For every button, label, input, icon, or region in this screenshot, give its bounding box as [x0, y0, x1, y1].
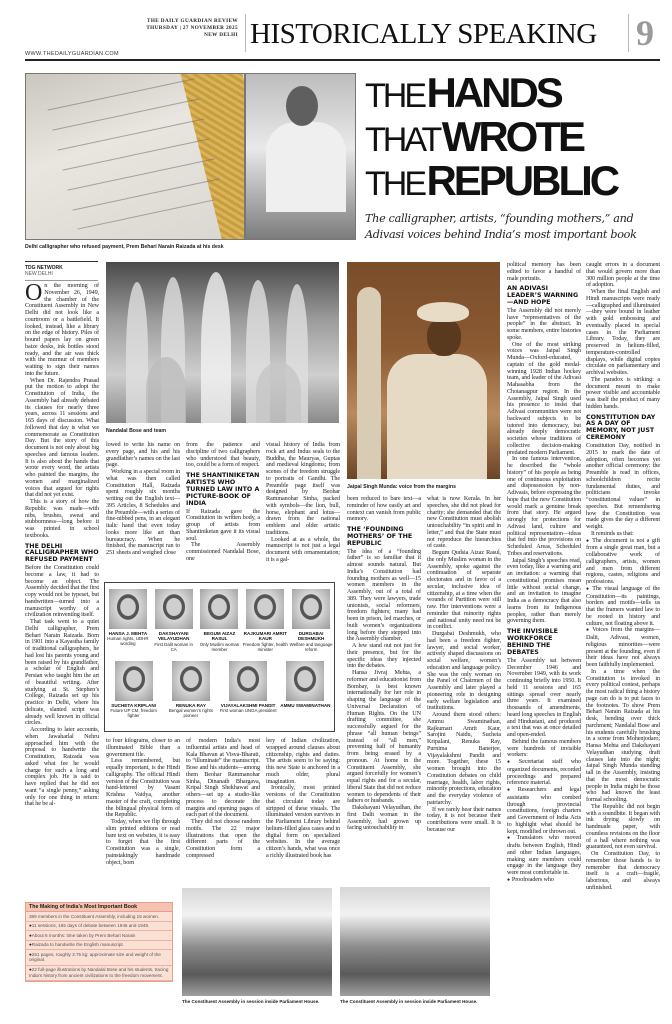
issue-date: THURSDAY | 27 NOVEMBER 2025: [146, 25, 238, 31]
portrait-name: RENUKA RAY: [175, 703, 206, 708]
portrait-description: Only Muslim woman member: [199, 641, 240, 652]
jaipal-singh-photo: [347, 262, 500, 479]
paragraph: Looked at as a whole, the manuscript is not just a legal document with ornamentation; it is a gal-: [266, 535, 340, 563]
paragraph: of modern India’s most influential artists and head of Kala Bhavan at Visva-Bharati, to “illuminate” the manuscript. Bose and his students—among them Beohar Rammanohar Sinha, Dinanath Bhargava, Kripal Singh Shekhawat and others—set up a studio-like process to decorate the margins and opening pages of each part of the document.: [186, 737, 260, 819]
masthead-dateline: [110, 18, 238, 39]
paragraph: Begum Qudsia Aizaz Rasul, the only Muslim woman in the Assembly, spoke against the continuation of separate electorates and in favor of a secular, inclusive idea of citizenship, at a time when the wounds of Partition were still raw. Her interventions were a reminder that minority rights and national unity need not be in conflict.: [427, 549, 501, 631]
bullet-item: ● The document is not a gift from a single great man, but a collaborative work of calligraphers, artists, women and men from different regions, castes, religions and professions.: [586, 538, 660, 586]
lead-paragraph: On the morning of November 26, 1949, the chamber of the Constituent Assembly in New Delhi did not look like a courtroom or a battlefield. It looked, instead, like a library on the edge of history. Piles of bound papers lay on green baize desks, ink bottles stood ready, and the air was thick with the murmur of members waiting to sign their names into the future.: [25, 280, 99, 377]
paragraph: They did not choose random motifs. The 22 major illustrations that open the different parts of the Constitution form a compressed: [186, 818, 260, 859]
website-link[interactable]: WWW.THEDAILYGUARDIAN.COM: [25, 51, 119, 57]
portrait-photo: [286, 661, 324, 701]
paragraph: Jaipal Singh’s speeches read, even today, like a warning and an invitation: a warning that constitutional promises mean little without social change, and an invitation to imagine India as a democracy that also learns from its Indigenous peoples, rather than merely governing them.: [507, 556, 581, 625]
subtitle: The calligrapher, artists, “founding mothers,” and Adivasi voices behind India’s most important book: [365, 212, 637, 241]
article-column: [266, 442, 340, 564]
byline-name: TDG NETWORK: [25, 265, 63, 271]
paragraph: visual history of India from rock art and Indus seals to the Buddha, the Mauryas, Guptas and medieval kingdoms; from scenes of the freedom struggle to portraits of Gandhi. The Preamble page itself was designed by Beohar Rammanohar Sinha, packed with symbols—the lion, bull, horse, elephant and lotus—drawn from the national emblem and older artistic traditions.: [266, 441, 340, 536]
paragraph: been reduced to bare text—a reminder of how easily art and context can vanish from public memory.: [347, 495, 421, 523]
fact-row: ● About 6 months: time taken by Prem Behari Narain: [26, 931, 172, 941]
assembly-caption: The Constituent Assembly in session inside Parliament House.: [340, 999, 478, 1004]
portrait-description: Future UP CM, freedom fighter: [110, 708, 157, 719]
divider: [245, 14, 246, 52]
paragraph: lery of Indian civilization, wrapped around clauses about citizenship, rights and duties. The artists seem to be saying: this new State is anchored in a much older, plural imagination.: [266, 737, 340, 785]
portrait-name: DAKSHAYANI VELAYUDHAN: [157, 631, 190, 642]
paragraph: In a time when the Constitution is invoked in every political contest, perhaps the most radical thing a history page can do is to put faces to the footnotes. To show Prem Behari Narain Raizada at his desk, bending over thick parchment; Nandalal Bose and his students carefully brushing in a scene from Mohenjodaro; Hansa Mehta and Dakshayani Velayudhan studying draft clauses late into the night; Jaipal Singh Munda standing tall in the Assembly, insisting that the most democratic people in India might be those who had known the least formal schooling.: [586, 667, 660, 804]
portrait-card: [288, 589, 334, 652]
paragraph: Today, when we flip through slim printed editions or read bare text on websites, it is easy to forget that the first Constitution was a single, painstakingly handmade object, born: [106, 818, 180, 866]
portrait-description: Bengal women’s rights pioneer: [168, 708, 213, 719]
headline-word: THAT: [365, 121, 440, 159]
paragraph: A few stand out not just for their presence, but for the specific ideas they injected into the debates.: [347, 642, 421, 670]
raizada-photo: [245, 73, 356, 240]
paragraph: Before the Constitution could become a law, it had to become an object. The Assembly decided that the first copy would not be typeset, but handwritten—turned into a manuscript worthy of a civilization reinventing itself.: [25, 564, 99, 619]
paragraph: lowed to write his name on every page, and his and his grandfather’s names on the last page.: [106, 441, 180, 469]
fact-row: ● 22 full-page illustrations by Nandalal Bose and his students, tracing India’s history from ancient civilizations to the freedom movement.: [26, 966, 172, 981]
portrait-name: RAJKUMARI AMRIT KAUR: [243, 631, 287, 642]
headline-word: THE: [365, 77, 424, 115]
byline-dateline: NEW DELHI: [25, 271, 98, 281]
bullet-item: ● Translators who moved drafts between English, Hindi and other Indian languages, making sure members could engage in the language they were most comfortable in.: [507, 835, 581, 877]
article-column: [266, 738, 340, 860]
paragraph: Around them stood others: Ammu Swaminathan, Rajkumari Amrit Kaur, Sarojini Naidu, Sucheta Kripalani, Renuka Ray, Purnima Banerjee, Vijayalakshmi Pandit and more. Together, these 15 women brought into the Constitution debates on child marriage, health, labor rights, minority protections, education and the everyday violence of patriarchy.: [427, 711, 501, 806]
section-heading: THE SHANTINIKETAN ARTISTS WHO TURNED LAW INTO A PICTURE-BOOK OF INDIA: [186, 472, 260, 507]
portrait-photo: [200, 589, 238, 629]
paragraph: The Assembly commissioned Nandalal Bose, one: [186, 541, 260, 562]
nandalal-bose-photo: [106, 262, 339, 423]
byline: [25, 261, 98, 281]
paragraph: If Raizada gave the Constitution its written body, a group of artists from Shantiniketan gave it its visual soul.: [186, 507, 260, 542]
portrait-card: [105, 589, 151, 646]
paragraph: When the final English and Hindi manuscripts were ready—calligraphed and illuminated—they were bound in leather with gold embossing and eventually placed in special cases in the Parliament Library. Today, they are preserved in helium-filled, temperature-controlled displays, while digital copies circulate on parliamentary and archival websites.: [586, 288, 660, 376]
paragraph: On Constitution Day, to remember those hands is to remember that democracy itself is a craft—fragile, laborious, and always unfinished.: [586, 850, 660, 891]
bullet-item: ● Researchers and legal assistants who combed through provincial constitutions, foreign charters and Government of India Acts to highlight what should be kept, modified or thrown out.: [507, 787, 581, 835]
paragraph: Hansa Jivraj Mehta, a reformer and educationist from Bombay, is best known internationally for her role in shaping the language of the Universal Declaration of Human Rights. On the UN drafting committee, she successfully argued for the phrase “all human beings” instead of “all men,” preventing half of humanity from being erased by a pronoun. At home in the Constituent Assembly, she argued forcefully for women’s equal rights and for a secular, liberal State that did not reduce women to dependents of their fathers or husbands.: [347, 669, 421, 805]
assembly-photo: [340, 887, 490, 996]
paragraph: Ironically, most printed versions of the Constitution that circulate today are stripped of these visuals. The illuminated version survives in the Parliament Library behind helium-filled glass cases and in digital form on specialized websites. In the average citizen’s hands, what was once a richly illustrated book has: [266, 784, 340, 859]
nandalal-caption: Nandalal Bose and team: [106, 428, 166, 434]
portrait-photo: [155, 589, 193, 629]
portrait-description: First woman UNGA president: [219, 708, 277, 714]
paragraph: Less remembered, but equally important, is the Hindi calligraphy. The official Hindi version of the Constitution was hand-lettered by Vasant Krishna Vaidya, another master of the craft, completing the bilingual physical form of the Republic.: [106, 757, 180, 819]
bullet-item: ● The visual language of the Constitution—its paintings, borders and motifs—tells us that the framers wanted law to be rooted in history and culture, not floating above it.: [586, 586, 660, 628]
paragraph: Behind the famous members were hundreds of invisible workers:: [507, 737, 581, 759]
paragraph: That task went to a quiet Delhi calligrapher, Prem Behari Narain Raizada. Born in 1901 into a Kayastha family of traditional calligraphers, he had lost his parents young and been raised by his grandfather, a scholar of English and Persian who taught him the art of beautiful writing. After studying at St. Stephen’s College, Raizada set up his practice in Delhi, where his delicate, slanted script was already well known in official circles.: [25, 618, 99, 727]
portrait-photo: [172, 661, 210, 701]
fact-box: [25, 902, 173, 982]
paragraph: It reminds us that:: [591, 529, 634, 537]
portrait-photo: [115, 661, 153, 701]
article-column: [347, 496, 421, 832]
article-column: [186, 442, 260, 563]
portrait-photo: [292, 589, 330, 629]
portrait-photo: [229, 661, 267, 701]
paragraph: In one famous intervention, he described the “whole history” of his people as being one of continuous exploitation and dispossession by non-Adivasis, before expressing the hope that the new Constitution would mark a genuine break from that story. He argued strongly for protections for Adivasi land, culture and political representation—ideas that fed into the provisions on Scheduled Areas, Scheduled Tribes and reservations.: [507, 455, 581, 557]
paragraph: The idea of a “founding father” is so familiar that it almost sounds natural. But India’s Constitution had founding mothers as well—15 women members in the Assembly, out of a total of 389. They were lawyers, trade unionists, social reformers, freedom fighters; many had been in prison, led marches, or built women’s organizations long before they stepped into the Assembly chamber.: [347, 547, 421, 643]
portrait-card: [151, 589, 197, 652]
paragraph: from the patience and discipline of two calligraphers who understood that beauty, too, could be a form of respect.: [186, 441, 260, 469]
headline-word: WROTE: [441, 113, 584, 160]
portrait-photo: [246, 589, 284, 629]
fact-row: 389 members in the Constituent Assembly, including 15 women.: [26, 912, 172, 922]
article-column: [507, 262, 581, 885]
article-column: [427, 496, 501, 834]
bullet-item: ● Secretariat staff who organized documents, recorded proceedings and prepared reference material.: [507, 759, 581, 787]
assembly-caption: The Constituent Assembly in session inside Parliament House.: [182, 999, 320, 1004]
section-title: HISTORICALLY SPEAKING: [250, 18, 597, 50]
fact-row: ● 11 sessions, 165 days of debate between 1946 and 1949.: [26, 922, 172, 932]
portrait-card: [277, 661, 334, 708]
paragraph: to four kilograms, closer to an illuminated Bible than a government file.: [106, 737, 180, 758]
portrait-card: [220, 661, 277, 713]
paragraph: Constitution Day, notified in 2015 to mark the date of adoption, often becomes yet another official ceremony: the Preamble is read in offices, schoolchildren recite fundamental duties, and politicians invoke “constitutional values” in speeches. But remembering how the Constitution was made gives the day a different weight.: [586, 442, 660, 531]
founding-mothers-portraits: [104, 582, 335, 732]
paragraph: This is a story of how the Republic was made—with nibs, brushes, sweat and stubbornness—long before it was printed in school textbooks.: [25, 498, 99, 539]
portrait-description: Human rights, UDHR wording: [107, 636, 149, 647]
paragraph: The Assembly did not merely have “representatives of the people” in the abstract. In some members, entire histories spoke.: [507, 306, 581, 341]
drop-cap: O: [25, 280, 43, 306]
paper-name: THE DAILY GUARDIAN REVIEW: [146, 18, 238, 24]
portrait-photo: [109, 589, 147, 629]
paragraph: If we rarely hear their names today, it is not because their contributions were small. It is because our: [427, 805, 501, 833]
city: NEW DELHI: [204, 32, 238, 38]
paragraph: political memory has been edited to favor a handful of male portraits.: [507, 261, 581, 282]
paragraph: Dakshayani Velayudhan, the first Dalit woman in the Assembly, had grown up facing untouchability in: [347, 804, 421, 832]
bullet-item: ● Voices from the margins—Dalit, Adivasi, women, religious minorities—were present at the founding, even if their ideas have not always been faithfully implemented.: [586, 627, 660, 669]
header-rule: [25, 59, 660, 61]
page-number: 9: [636, 13, 654, 53]
paragraph: According to later accounts, when Jawaharlal Nehru approached him with the proposal to handwrite the Constitution, Raizada was asked what fee he would charge for such a long and complex job. He is said to have replied that he did not want “a single penny,” asking only for one thing in return: that he be al-: [25, 726, 99, 808]
paragraph: caught errors in a document that would govern more than 300 million people at the time of adoption.: [586, 261, 660, 289]
fact-row: ● Raizada to handwrite the English manuscript.: [26, 941, 172, 951]
article-column: [186, 738, 260, 860]
headline-word: THE: [365, 165, 424, 203]
portrait-name: VIJAYALAKSHMI PANDIT: [220, 703, 276, 708]
article-column: [586, 262, 660, 892]
portrait-name: BEGUM AIZAZ RASUL: [203, 631, 236, 642]
divider: [628, 14, 629, 52]
fact-box-rows: [26, 912, 172, 981]
paragraph: Working in a special room in what was then called Constitution Hall, Raizada spent roughly six months writing out the English text—395 Articles, 8 Schedules and the Preamble—with a series of fine-nibbed pens, in an elegant italic hand that even today looks more like art than bureaucracy. When he finished, the manuscript ran to 251 sheets and weighed close: [106, 468, 180, 556]
headline: [365, 70, 665, 202]
article-column: [106, 442, 180, 557]
paragraph: The Republic did not begin with a soundbite. It began with ink drying slowly on handmade paper, with countless revisions on the floor of a hall where nothing was guaranteed, not even survival.: [586, 802, 660, 851]
section-heading: CONSTITUTION DAY AS A DAY OF MEMORY, NOT JUST CEREMONY: [586, 413, 656, 442]
portrait-name: HANSA J. MEHTA: [108, 631, 148, 636]
paragraph: Durgabai Deshmukh, who had been a freedom fighter, lawyer, and social worker, actively shaped discussions on social welfare, women’s education and language policy. She was the only woman on the Panel of Chairmen of the Assembly and later played a pioneering role in designing early welfare legislation and institutions.: [427, 630, 501, 712]
section-heading: THE DELHI CALLIGRAPHER WHO REFUSED PAYMENT: [25, 542, 99, 564]
portrait-name: SUCHETA KRIPLANI: [111, 703, 156, 708]
jaipal-caption: Jaipal Singh Munda: voice from the margins: [347, 484, 456, 490]
headline-word: REPUBLIC: [426, 157, 618, 204]
assembly-photo: [182, 888, 332, 996]
paragraph: The paradox is striking: a document meant to make power visible and accountable was itself the product of many hidden hands.: [586, 375, 660, 410]
portrait-description: First Dalit woman in CA: [154, 641, 193, 652]
portrait-card: [197, 589, 243, 652]
bullet-item: ● Proofreaders who: [507, 877, 581, 885]
paragraph: The Assembly sat between December 1946 and November 1949, with its work continuing briefly into 1950. It held 11 sessions and 165 sittings spread over nearly three years. It examined thousands of amendments, heard long speeches in English and Hindustani, and produced a text that was at once detailed and open-ended.: [507, 656, 581, 739]
paragraph: what is now Kerala. In her speeches, she did not plead for charity; she demanded that the new Constitution must abolish untouchability “in spirit and in letter,” and that the State must not reproduce the hierarchies of caste.: [427, 495, 501, 550]
portrait-card: [242, 589, 288, 652]
portrait-card: [162, 661, 219, 718]
paragraph: When Dr. Rajendra Prasad put the motion to adopt the Constitution of India, the Assembly had already debated its clauses for nearly three years, across 11 sessions and 165 days of discussion. What followed that day is what we commemorate as Constitution Day. But the story of this document is not only about big speeches and famous leaders. It is also about the hands that wrote every word, the artists who painted the margins, the women and marginalized voices that argued for rights that did not yet exist.: [25, 376, 99, 499]
fact-box-title: The Making of India’s Most Important Book: [26, 903, 172, 912]
section-heading: THE INVISIBLE WORKFORCE BEHIND THE DEBATES: [507, 628, 558, 656]
fact-row: ● 251 pages, roughly 3.75 kg: approximate size and weight of the original.: [26, 950, 172, 965]
section-heading: THE ‘FOUNDING MOTHERS’ OF THE REPUBLIC: [347, 526, 413, 547]
portrait-description: Freedom fighter, health minister: [242, 641, 288, 652]
section-heading: AN ADIVASI LEADER’S WARNING—AND HOPE: [507, 285, 579, 307]
paragraph: One of the most striking voices was Jaipal Singh Munda—Oxford-educated, captain of the gold medal-winning 1928 Indian hockey team, and leader of the Adivasi Mahasabha from the Chotanagpur region. In the Assembly, Jaipal Singh used his presence to insist that Adivasi communities were not backward subjects to be tutored into democracy, but already deeply democratic societies whose traditions of collective decision-making predated modern Parliament.: [507, 340, 581, 456]
portrait-description: Welfare and language reform: [289, 641, 333, 652]
article-column: [25, 280, 99, 808]
portrait-name: AMMU SWAMINATHAN: [280, 703, 331, 708]
manuscript-photo: [25, 73, 245, 240]
article-column: [106, 738, 180, 866]
portrait-name: DURGABAI DESHMUKH: [297, 631, 325, 642]
top-photo-caption: Delhi calligrapher who refused payment, Prem Behari Narain Raizada at his desk: [25, 244, 224, 250]
headline-word: HANDS: [426, 69, 561, 116]
portrait-card: [105, 661, 162, 718]
